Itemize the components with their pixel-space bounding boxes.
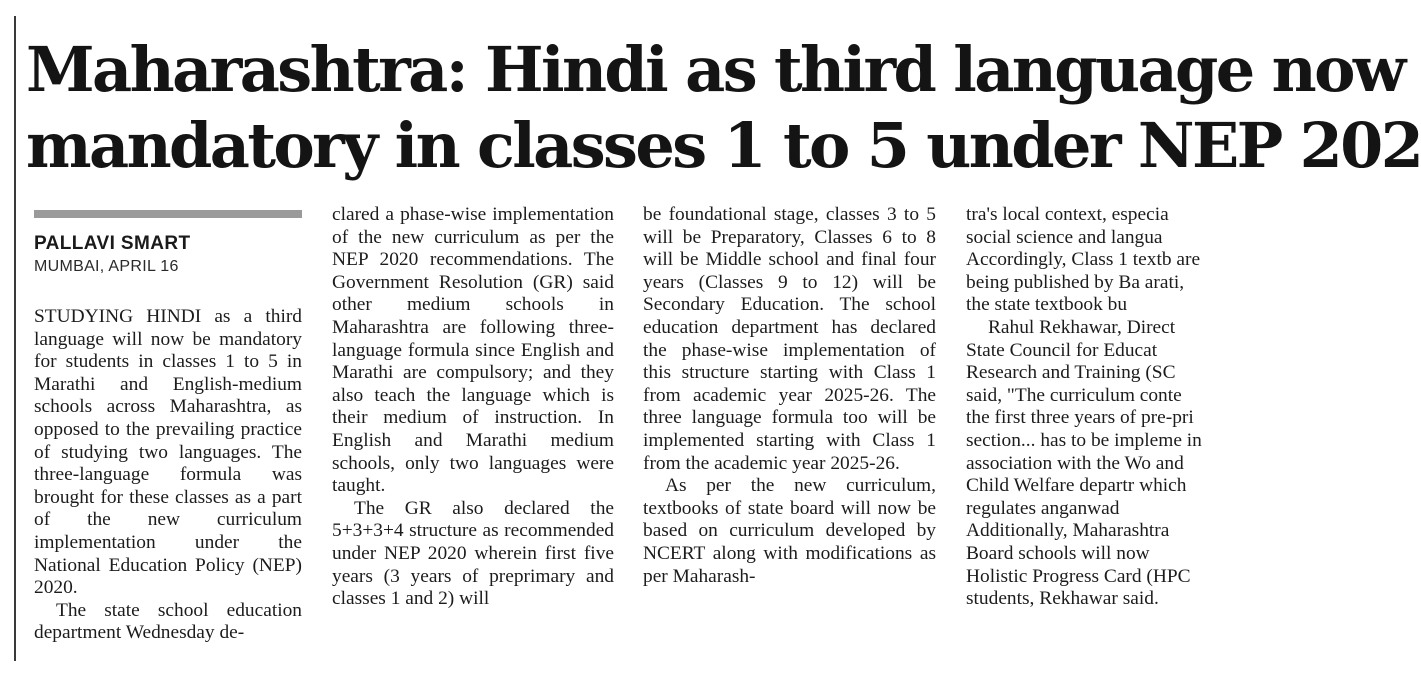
column-1-paragraph-2: The state school education department Wednesday de- [34, 599, 302, 644]
column-4-paragraph-2: Rahul Rekhawar, Direct State Council for Educat Research and Training (SC said, "The curriculum conte the first three years of pre-pri section... has to be impleme in association with the Wo and Child Welfare departr which regulates anganwad Additionally, Maharashtra Board schools will now Holistic Progress Card (HPC students, Rekhawar said. [966, 316, 1202, 610]
byline-author: PALLAVI SMART [34, 233, 191, 254]
article-column-3 [643, 204, 936, 664]
headline-line-1: Maharashtra: Hindi as third language now [26, 33, 1404, 106]
left-margin-rule [14, 16, 16, 661]
byline-bar [34, 210, 302, 218]
column-1-paragraph-1: STUDYING HINDI as a third language will now be mandatory for students in classes 1 to 5 in Marathi and English-medium schools across Maharashtra, as opposed to the prevailing practice of studying two languages. The three-language formula was brought for these classes as a part of the new curriculum implementation under the National Education Policy (NEP) 2020. [34, 306, 302, 599]
byline [34, 232, 302, 278]
article-column-1 [34, 306, 302, 670]
headline-line-2: mandatory in classes 1 to 5 under NEP 202 [26, 109, 1421, 182]
dateline: MUMBAI, APRIL 16 [34, 258, 179, 275]
column-2-paragraph-1: clared a phase-wise implementation of the new curriculum as per the NEP 2020 recommendations. The Government Resolution (GR) said other medium schools in Maharashtra are following three-language formula since English and Marathi are compulsory; and they also teach the language which is their medium of instruction. In English and Marathi medium schools, only two languages were taught. [332, 204, 614, 497]
article-column-2 [332, 204, 614, 664]
column-3-paragraph-2: As per the new curriculum, textbooks of state board will now be based on curriculum developed by NCERT along with modifications as per Maharash- [643, 475, 936, 587]
article-column-4 [966, 204, 1206, 664]
headline [26, 32, 1421, 184]
newspaper-clipping [14, 14, 1421, 664]
column-2-paragraph-2: The GR also declared the 5+3+3+4 structure as recommended under NEP 2020 wherein first five years (3 years of preprimary and classes 1 and 2) will [332, 497, 614, 610]
column-3-paragraph-1: be foundational stage, classes 3 to 5 will be Preparatory, Classes 6 to 8 will be Middle school and final four years (Classes 9 to 12) will be Secondary Education. The school education department has declared the phase-wise implementation of this structure starting with Class 1 from academic year 2025-26. The three language formula too will be implemented starting with Class 1 from the academic year 2025-26. [643, 204, 936, 474]
column-4-paragraph-1: tra's local context, especia social science and langua Accordingly, Class 1 textb are being published by Ba arati, the state textbook bu [966, 204, 1201, 316]
